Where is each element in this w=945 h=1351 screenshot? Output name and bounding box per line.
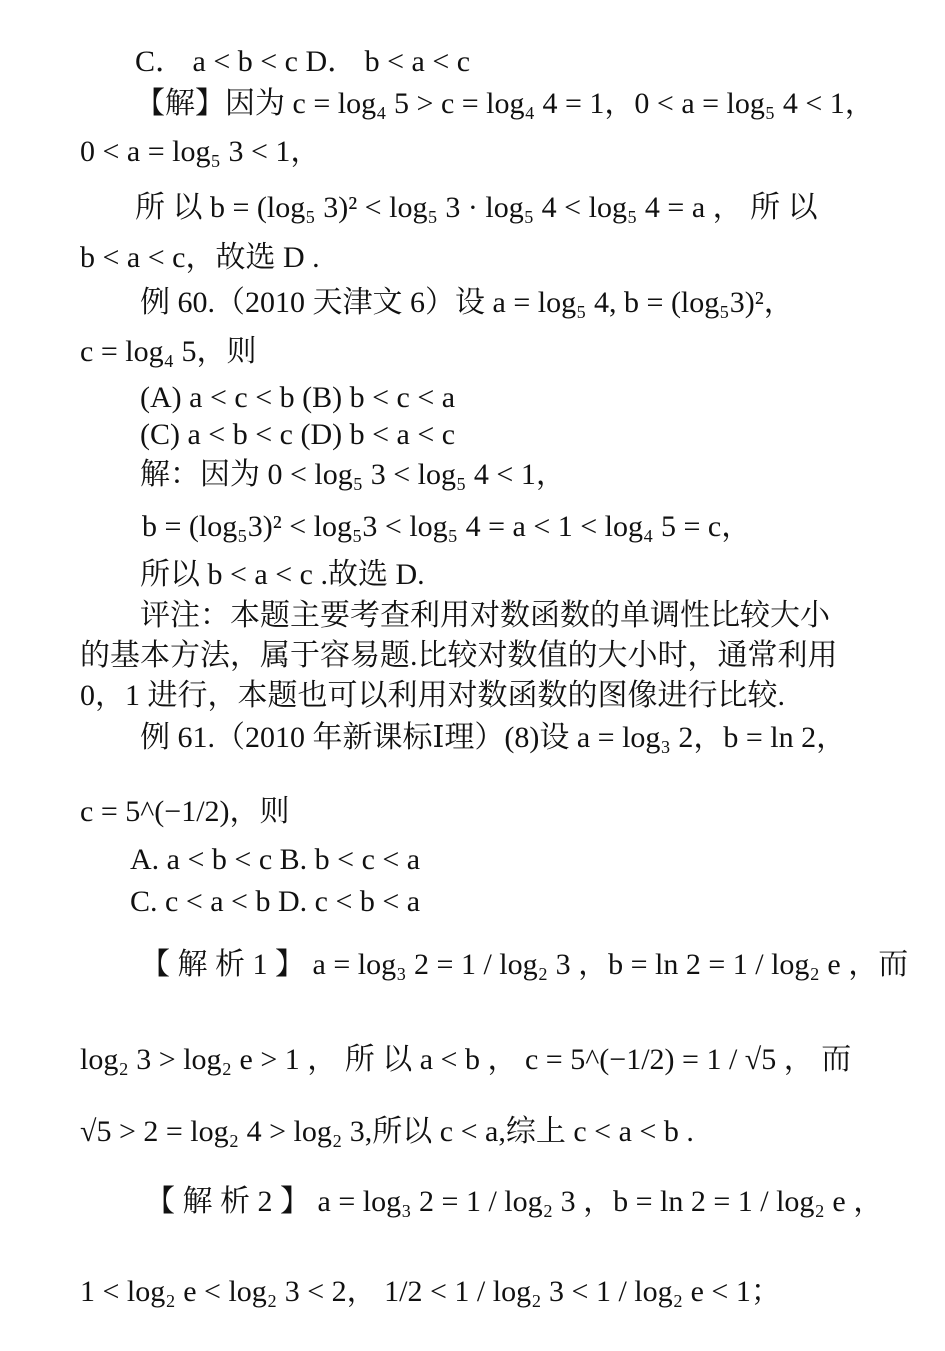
analysis-2-line-2: 1 < log₂ e < log₂ 3 < 2， 1/2 < 1 / log₂ 3 < 1 / log₂ e < 1； (80, 1275, 781, 1308)
option-c-d-line: C． a < b < c D． b < a < c (135, 45, 471, 78)
analysis-1-line-2: log₂ 3 > log₂ e > 1 ， 所 以 a < b ， c = 5^(−1/2) = 1 / √5 ， 而 (80, 1043, 852, 1076)
example-61-options-ab: A. a < b < c B. b < c < a (130, 843, 421, 876)
example-60-options-ab: (A) a < c < b (B) b < c < a (140, 381, 456, 414)
example-60-options-cd: (C) a < b < c (D) b < a < c (140, 418, 456, 451)
solution-line-1: 【解】因为 c = log₄ 5 > c = log₄ 4 = 1，0 < a = log₅ 4 < 1， (135, 87, 875, 120)
example-61-line-2: c = 5^(−1/2)，则 (80, 795, 290, 828)
solution-line-4: b < a < c，故选 D . (80, 241, 320, 274)
solution-line-3: 所 以 b = (log₅ 3)² < log₅ 3 · log₅ 4 < log₅ 4 = a ， 所 以 (135, 191, 818, 224)
analysis-2-line-1: 【 解 析 2 】 a = log₃ 2 = 1 / log₂ 3 ，b = ln 2 = 1 / log₂ e ， (145, 1185, 884, 1218)
comment-line-3: 0，1 进行，本题也可以利用对数函数的图像进行比较. (80, 679, 785, 712)
example-61-options-cd: C. c < a < b D. c < b < a (130, 885, 421, 918)
example-60-solution-1: 解：因为 0 < log₅ 3 < log₅ 4 < 1， (140, 458, 566, 491)
comment-line-1: 评注：本题主要考查利用对数函数的单调性比较大小 (140, 599, 830, 632)
solution-line-2: 0 < a = log₅ 3 < 1， (80, 135, 321, 168)
example-60-solution-3: 所以 b < a < c .故选 D. (140, 558, 425, 591)
comment-line-2: 的基本方法，属于容易题.比较对数值的大小时，通常利用 (80, 639, 838, 672)
analysis-1-line-3: √5 > 2 = log₂ 4 > log₂ 3,所以 c < a,综上 c < a < b . (80, 1115, 694, 1148)
example-60-solution-2: b = (log₅3)² < log₅3 < log₅ 4 = a < 1 < log₄ 5 = c， (142, 510, 752, 543)
example-61-title: 例 61.（2010 年新课标Ⅰ理）(8)设 a = log₃ 2，b = ln 2， (140, 721, 847, 754)
analysis-1-line-1: 【 解 析 1 】 a = log₃ 2 = 1 / log₂ 3 ，b = ln 2 = 1 / log₂ e ，而 (140, 948, 909, 981)
example-60-line-2: c = log₄ 5，则 (80, 335, 257, 368)
example-60-title: 例 60.（2010 天津文 6）设 a = log₅ 4, b = (log₅3)²， (140, 286, 794, 319)
